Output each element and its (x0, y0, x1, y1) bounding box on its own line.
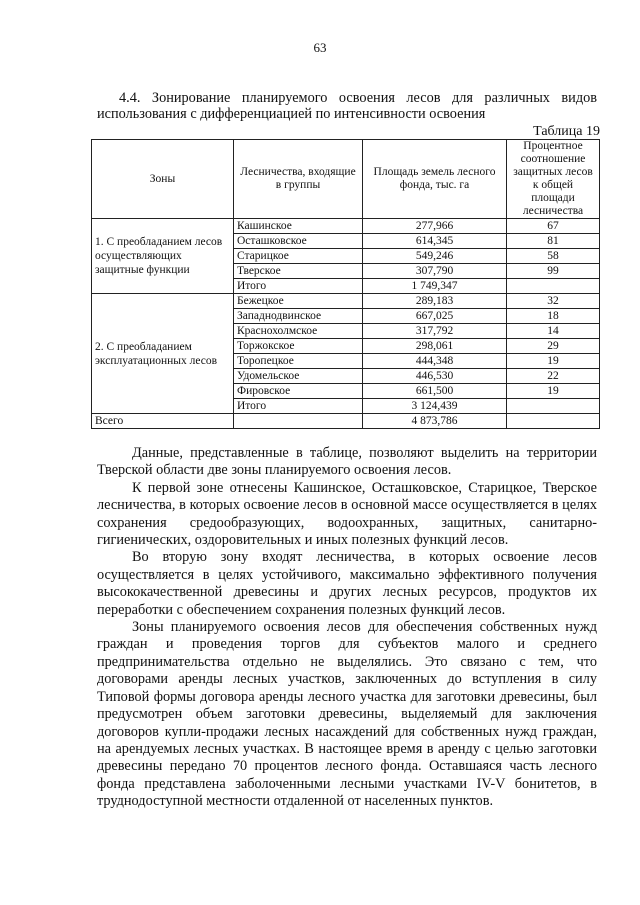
header-area: Площадь земель лесного фонда, тыс. га (363, 140, 507, 219)
forestry-name: Тверское (234, 264, 363, 279)
paragraph: К первой зоне отнесены Кашинское, Осташковское, Старицкое, Тверское лесничества, в которых освоение лесов в основной массе осуществляется в целях сохранения средообразующих, водоохранных, защитных, санитарно-гигиенических, оздоровительных и иных полезных функций лесов. (97, 479, 597, 549)
forestry-area: 661,500 (363, 384, 507, 399)
forestry-percent: 58 (507, 249, 600, 264)
forestry-name: Краснохолмское (234, 324, 363, 339)
grand-total-label: Всего (92, 414, 234, 429)
forestry-percent: 22 (507, 369, 600, 384)
forestry-name: Торжокское (234, 339, 363, 354)
forestry-percent: 99 (507, 264, 600, 279)
forestry-name: Западнодвинское (234, 309, 363, 324)
page-number: 63 (313, 40, 327, 55)
forestry-percent: 14 (507, 324, 600, 339)
forestry-area: 614,345 (363, 234, 507, 249)
subtotal-label: Итого (234, 399, 363, 414)
subtotal-area: 3 124,439 (363, 399, 507, 414)
grand-total-row (92, 414, 600, 429)
table-row (92, 294, 600, 309)
paragraph: Зоны планируемого освоения лесов для обеспечения собственных нужд граждан и проведения торгов для субъектов малого и среднего предпринимательства отдельно не выделялись. Это связано с тем, что договорами аренды лесных участков, заключенных до вступления в силу Типовой формы договора аренды лесного участка для заготовки древесины, был предусмотрен объем заготовки древесины, выделяемый для заключения договоров купли-продажи лесных насаждений для собственных нужд граждан, на арендуемых лесных участках. В настоящее время в аренду с целью заготовки древесины передано 70 процентов лесного фонда. Оставшаяся часть лесного фонда представлена заболоченными лесными участками IV-V бонитетов, в труднодоступной местности отдаленной от населенных пунктов. (97, 619, 597, 810)
header-zones: Зоны (92, 140, 234, 219)
zone-1-label: 1. С преобладанием лесов осуществляющих защитные функции (92, 219, 234, 294)
table-row (92, 219, 600, 234)
forestry-percent: 19 (507, 354, 600, 369)
forestry-name: Фировское (234, 384, 363, 399)
forestry-name: Кашинское (234, 219, 363, 234)
paragraph: Во вторую зону входят лесничества, в которых освоение лесов осуществляется в целях устойчивого, максимально эффективного получения высококачественной древесины и других лесных ресурсов, продуктов их переработки с обеспечением сохранения полезных функций лесов. (97, 549, 597, 618)
table-label: Таблица 19 (533, 124, 600, 139)
forestry-name: Удомельское (234, 369, 363, 384)
table-header-row (92, 140, 600, 219)
forestry-percent: 32 (507, 294, 600, 309)
forestry-area: 307,790 (363, 264, 507, 279)
header-forestries: Лесничества, входящие в группы (234, 140, 363, 219)
forestry-name: Старицкое (234, 249, 363, 264)
subtotal-label: Итого (234, 279, 363, 294)
forestry-percent: 81 (507, 234, 600, 249)
forestry-name: Бежецкое (234, 294, 363, 309)
paragraph: Данные, представленные в таблице, позволяют выделить на территории Тверской области две зоны планируемого освоения лесов. (97, 445, 597, 479)
forestry-percent: 19 (507, 384, 600, 399)
forestry-area: 667,025 (363, 309, 507, 324)
section-heading: 4.4. Зонирование планируемого освоения лесов для различных видов использования с дифференциацией по интенсивности освоения (97, 90, 597, 122)
zone-2-label: 2. С преобладанием эксплуатационных лесов (92, 294, 234, 414)
zoning-table (91, 139, 600, 429)
forestry-area: 444,348 (363, 354, 507, 369)
forestry-area: 289,183 (363, 294, 507, 309)
forestry-area: 317,792 (363, 324, 507, 339)
subtotal-percent-empty (507, 399, 600, 414)
forestry-area: 549,246 (363, 249, 507, 264)
forestry-name: Торопецкое (234, 354, 363, 369)
forestry-area: 277,966 (363, 219, 507, 234)
forestry-name: Осташковское (234, 234, 363, 249)
forestry-percent: 18 (507, 309, 600, 324)
forestry-area: 298,061 (363, 339, 507, 354)
header-percent: Процентное соотношение защитных лесов к общей площади лесничества (507, 140, 600, 219)
grand-total-percent-empty (507, 414, 600, 429)
forestry-percent: 29 (507, 339, 600, 354)
body-text (97, 445, 597, 811)
grand-total-area: 4 873,786 (363, 414, 507, 429)
forestry-area: 446,530 (363, 369, 507, 384)
forestry-percent: 67 (507, 219, 600, 234)
subtotal-percent-empty (507, 279, 600, 294)
grand-total-empty (234, 414, 363, 429)
subtotal-area: 1 749,347 (363, 279, 507, 294)
